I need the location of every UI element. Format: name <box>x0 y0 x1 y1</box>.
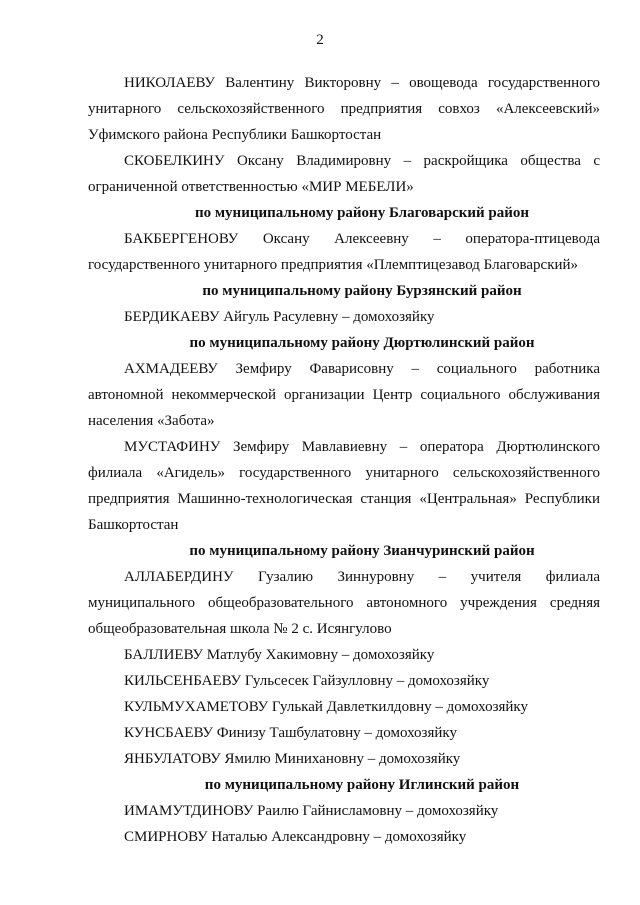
page-number: 2 <box>316 32 324 48</box>
paragraph-bakbergenova: БАКБЕРГЕНОВУ Оксану Алексеевну – оператора-птицевода государственного унитарного предприятия «Племптицезавод Благоварский» <box>88 231 600 273</box>
paragraph-akhmadeeva: АХМАДЕЕВУ Земфиру Фаварисовну – социального работника автономной некоммерческой организации Центр социального обслуживания населения «Забота» <box>88 361 600 429</box>
district-heading-burzyansky: по муниципальному району Бурзянский район <box>202 283 522 299</box>
paragraph-allaberdina: АЛЛАБЕРДИНУ Гузалию Зиннуровну – учителя филиала муниципального общеобразовательного автономного учреждения средняя общеобразовательная школа № 2 с. Исянгулово <box>88 569 600 637</box>
paragraph-smirnova: СМИРНОВУ Наталью Александровну – домохозяйку <box>124 829 467 845</box>
paragraph-berdikaeva: БЕРДИКАЕВУ Айгуль Расулевну – домохозяйку <box>124 309 435 325</box>
document-body <box>88 70 600 850</box>
district-heading-dyurtyulinsky: по муниципальному району Дюртюлинский район <box>189 335 535 351</box>
paragraph-yanbulatova: ЯНБУЛАТОВУ Ямилю Минихановну – домохозяйку <box>124 751 461 767</box>
paragraph-imamutdinova: ИМАМУТДИНОВУ Раилю Гайнисламовну – домохозяйку <box>124 803 499 819</box>
paragraph-kunsbaeva: КУНСБАЕВУ Финизу Ташбулатовну – домохозяйку <box>124 725 457 741</box>
paragraph-ballieva: БАЛЛИЕВУ Матлубу Хакимовну – домохозяйку <box>124 647 435 663</box>
paragraph-skobelkina: СКОБЕЛКИНУ Оксану Владимировну – раскройщика общества с ограниченной ответственностью «МИР МЕБЕЛИ» <box>88 153 600 195</box>
paragraph-kulmukhametova: КУЛЬМУХАМЕТОВУ Гулькай Давлеткилдовну – домохозяйку <box>124 699 528 715</box>
paragraph-mustafina: МУСТАФИНУ Земфиру Мавлавиевну – оператора Дюртюлинского филиала «Агидель» государственного унитарного сельскохозяйственного предприятия Машинно-технологическая станция «Центральная» Республики Башкортостан <box>88 439 600 533</box>
district-heading-zianchurinsky: по муниципальному району Зианчуринский район <box>189 543 535 559</box>
paragraph-kilsenbaeva: КИЛЬСЕНБАЕВУ Гульсесек Гайзулловну – домохозяйку <box>124 673 490 689</box>
district-heading-iglinsky: по муниципальному району Иглинский район <box>204 777 520 793</box>
district-heading-blagovarsky: по муниципальному району Благоварский район <box>194 205 530 221</box>
paragraph-nikolaeva: НИКОЛАЕВУ Валентину Викторовну – овощевода государственного унитарного сельскохозяйственного предприятия совхоз «Алексеевский» Уфимского района Республики Башкортостан <box>88 75 600 143</box>
